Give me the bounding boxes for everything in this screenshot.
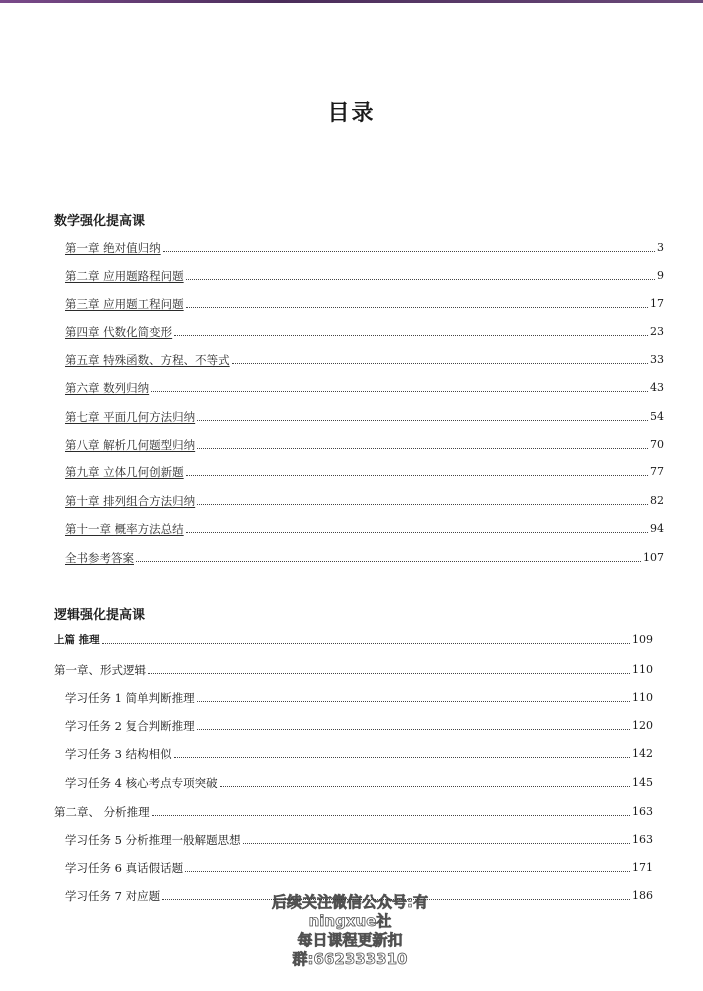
toc-entry[interactable] <box>65 691 653 705</box>
toc-entry-label: 学习任务 5 分析推理一般解题思想 <box>65 833 241 847</box>
page-top-edge <box>0 0 703 3</box>
toc-dot-leader <box>197 448 648 449</box>
toc-entry-label: 第三章 应用题工程问题 <box>65 297 184 311</box>
toc-dot-leader <box>152 815 630 816</box>
toc-entry[interactable] <box>65 747 653 761</box>
toc-entry-label: 全书参考答案 <box>65 551 134 565</box>
toc-entry-label: 第七章 平面几何方法归纳 <box>65 410 196 424</box>
watermark-line-2: 每日课程更新扣群:662333310 <box>292 931 408 968</box>
toc-entry-page: 163 <box>632 805 653 818</box>
toc-entry[interactable] <box>65 410 664 424</box>
toc-entry-label: 第十章 排列组合方法归纳 <box>65 494 196 508</box>
watermark-text <box>250 893 450 969</box>
toc-entry[interactable] <box>65 325 664 339</box>
toc-entry-page: 120 <box>632 719 653 732</box>
toc-entry-page: 145 <box>632 776 653 789</box>
toc-entry[interactable] <box>65 465 664 479</box>
toc-dot-leader <box>220 786 630 787</box>
toc-entry-label: 学习任务 4 核心考点专项突破 <box>65 776 218 790</box>
toc-entry[interactable] <box>65 719 653 733</box>
watermark-line-1: 后续关注微信公众号:有ningxue社 <box>272 893 428 930</box>
toc-entry[interactable] <box>65 551 664 565</box>
toc-entry-label: 第五章 特殊函数、方程、不等式 <box>65 353 230 367</box>
toc-entry-label: 上篇 推理 <box>54 634 100 646</box>
toc-entry-page: 82 <box>650 494 664 507</box>
toc-entry-page: 54 <box>650 410 664 423</box>
toc-dot-leader <box>197 504 648 505</box>
toc-entry-label: 学习任务 7 对应题 <box>65 889 161 903</box>
toc-entry[interactable] <box>65 494 664 508</box>
toc-entry[interactable] <box>65 297 664 311</box>
toc-entry-label: 第十一章 概率方法总结 <box>65 522 184 536</box>
toc-entry[interactable] <box>65 861 653 875</box>
toc-entry-page: 43 <box>650 381 664 394</box>
page-title: 目录 <box>327 101 376 126</box>
toc-entry-page: 94 <box>650 522 664 535</box>
toc-dot-leader <box>186 532 648 533</box>
toc-dot-leader <box>102 643 630 644</box>
toc-entry-page: 23 <box>650 325 664 338</box>
toc-entry-page: 107 <box>643 551 664 564</box>
toc-dot-leader <box>185 871 630 872</box>
toc-dot-leader <box>163 251 655 252</box>
math-section-title: 数学强化提高课 <box>54 214 146 229</box>
toc-entry[interactable] <box>65 381 664 395</box>
toc-entry-label: 第六章 数列归纳 <box>65 381 150 395</box>
toc-dot-leader <box>174 757 630 758</box>
toc-dot-leader <box>186 279 655 280</box>
toc-entry-page: 77 <box>650 465 664 478</box>
toc-entry-page: 17 <box>650 297 664 310</box>
toc-entry[interactable] <box>65 438 664 452</box>
toc-entry[interactable] <box>65 776 653 790</box>
toc-dot-leader <box>174 335 648 336</box>
toc-entry-page: 171 <box>632 861 653 874</box>
toc-entry[interactable] <box>65 833 653 847</box>
toc-entry-page: 163 <box>632 833 653 846</box>
toc-entry-label: 第九章 立体几何创新题 <box>65 465 184 479</box>
toc-dot-leader <box>186 475 648 476</box>
toc-entry[interactable] <box>65 241 664 255</box>
toc-entry-page: 9 <box>657 269 664 282</box>
toc-entry-label: 第二章、 分析推理 <box>54 805 150 819</box>
toc-entry-page: 110 <box>632 691 653 704</box>
toc-entry-page: 3 <box>657 241 664 254</box>
toc-dot-leader <box>151 391 648 392</box>
toc-dot-leader <box>136 561 641 562</box>
toc-entry-label: 学习任务 3 结构相似 <box>65 747 172 761</box>
toc-entry-page: 186 <box>632 889 653 902</box>
logic-section-title: 逻辑强化提高课 <box>54 608 146 623</box>
toc-entry[interactable] <box>54 805 653 819</box>
toc-entry-label: 学习任务 1 简单判断推理 <box>65 691 195 705</box>
toc-entry[interactable] <box>54 633 653 647</box>
toc-dot-leader <box>243 843 630 844</box>
toc-entry-label: 第四章 代数化简变形 <box>65 325 173 339</box>
toc-entry-page: 142 <box>632 747 653 760</box>
toc-entry-label: 第八章 解析几何题型归纳 <box>65 438 196 452</box>
toc-entry-label: 第一章、形式逻辑 <box>54 663 146 677</box>
toc-entry-page: 109 <box>632 633 653 646</box>
toc-entry-label: 第二章 应用题路程问题 <box>65 269 184 283</box>
toc-entry-page: 110 <box>632 663 653 676</box>
toc-dot-leader <box>197 420 648 421</box>
toc-dot-leader <box>148 673 630 674</box>
toc-entry[interactable] <box>65 353 664 367</box>
toc-entry[interactable] <box>54 663 653 677</box>
toc-entry-label: 第一章 绝对值归纳 <box>65 241 161 255</box>
toc-entry-page: 70 <box>650 438 664 451</box>
toc-entry[interactable] <box>65 522 664 536</box>
toc-dot-leader <box>232 363 648 364</box>
toc-dot-leader <box>186 307 648 308</box>
toc-dot-leader <box>197 729 630 730</box>
toc-entry-page: 33 <box>650 353 664 366</box>
toc-dot-leader <box>197 701 630 702</box>
toc-entry-label: 学习任务 2 复合判断推理 <box>65 719 195 733</box>
toc-entry-label: 学习任务 6 真话假话题 <box>65 861 184 875</box>
toc-entry[interactable] <box>65 269 664 283</box>
